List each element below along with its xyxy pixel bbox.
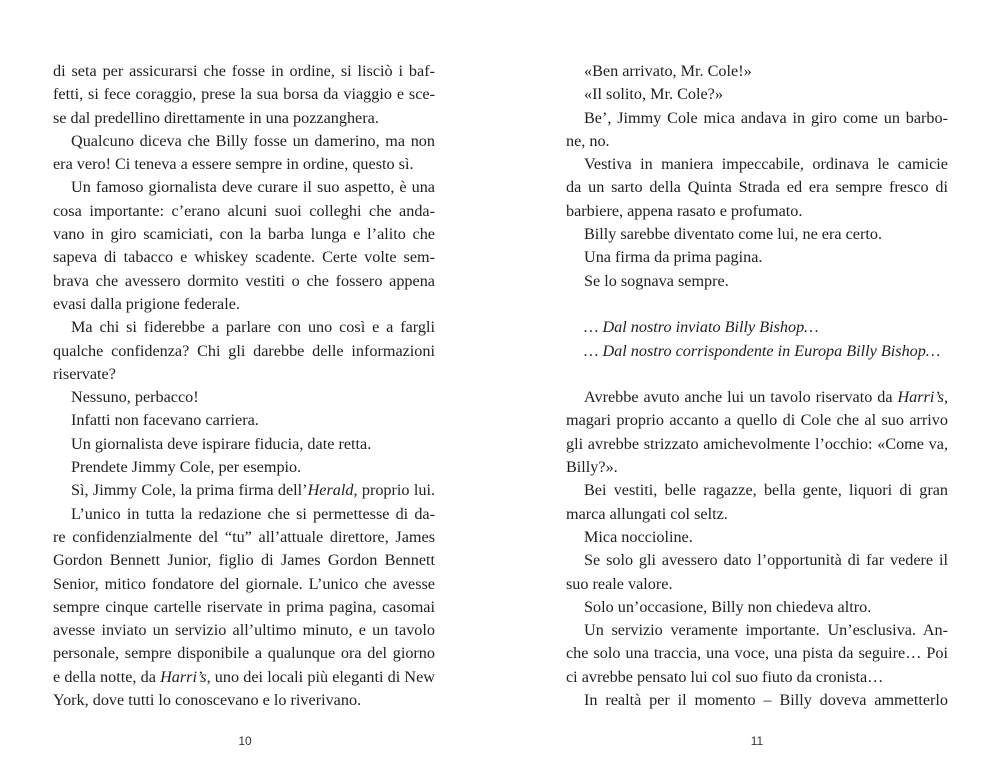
text-line bbox=[566, 689, 948, 712]
text-segment: se dal predellino direttamente in una pozzanghera. bbox=[53, 108, 379, 127]
text-line bbox=[566, 456, 948, 479]
text-line bbox=[53, 83, 435, 106]
text-line bbox=[53, 456, 435, 479]
text-line bbox=[566, 619, 948, 642]
text-line bbox=[566, 60, 948, 83]
text-segment: barbiere, appena rasato e profumato. bbox=[566, 201, 803, 220]
text-segment: Gordon Bennett Junior, figlio di James Gordon Bennett bbox=[53, 551, 435, 570]
text-segment: ci avrebbe pensato lui col suo fiuto da cronista… bbox=[566, 667, 884, 686]
text-line bbox=[566, 223, 948, 246]
text-segment: e della notte, da bbox=[53, 667, 161, 686]
text-line bbox=[53, 689, 435, 712]
text-segment: Un servizio veramente importante. Un’esclusiva. An- bbox=[584, 621, 948, 640]
blank-line bbox=[566, 293, 948, 316]
text-line bbox=[566, 153, 948, 176]
text-segment: Billy?». bbox=[566, 458, 618, 477]
text-line bbox=[53, 503, 435, 526]
text-segment: era vero! Ci teneva a essere sempre in ordine, questo sì. bbox=[53, 155, 414, 174]
italic-text: Harri’s bbox=[897, 388, 944, 407]
text-line bbox=[53, 642, 435, 665]
italic-text: … Dal nostro inviato Billy Bishop… bbox=[584, 318, 819, 337]
text-line bbox=[566, 666, 948, 689]
right-page-number: 11 bbox=[750, 734, 764, 748]
text-segment: Nessuno, perbacco! bbox=[71, 388, 199, 407]
text-segment: che solo una traccia, una voce, una pista da seguire… Poi bbox=[566, 644, 948, 663]
text-segment: qualche confidenza? Chi gli darebbe delle informazioni bbox=[53, 341, 435, 360]
text-line bbox=[53, 316, 435, 339]
text-line bbox=[566, 83, 948, 106]
italic-text: Herald bbox=[307, 481, 354, 500]
text-line bbox=[566, 479, 948, 502]
text-segment: cosa importante: c’erano alcuni suoi colleghi che anda- bbox=[53, 201, 435, 220]
text-line bbox=[566, 596, 948, 619]
text-line bbox=[566, 176, 948, 199]
text-segment: riservate? bbox=[53, 364, 116, 383]
text-segment: York, dove tutti lo conoscevano e lo riverivano. bbox=[53, 691, 362, 710]
text-segment: vano in giro scamiciati, con la barba lunga e l’alito che bbox=[53, 225, 435, 244]
text-line bbox=[53, 130, 435, 153]
text-segment: da un sarto della Quinta Strada ed era sempre fresco di bbox=[566, 178, 948, 197]
text-line bbox=[53, 60, 435, 83]
italic-text: Harri’s bbox=[160, 667, 207, 686]
text-segment: Senior, mitico fondatore del giornale. L’unico che avesse bbox=[53, 574, 435, 593]
text-segment: fetti, si fece coraggio, prese la sua borsa da viaggio e sce- bbox=[53, 85, 435, 104]
text-segment: L’unico in tutta la redazione che si permettesse di da- bbox=[71, 504, 435, 523]
text-segment: personale, sempre disponibile a qualunque ora del giorno bbox=[53, 644, 435, 663]
text-segment: Be’, Jimmy Cole mica andava in giro come un barbo- bbox=[584, 108, 948, 127]
text-segment: sapeva di tabacco e whiskey scadente. Certe volte sem- bbox=[53, 248, 435, 267]
left-page-text bbox=[53, 60, 435, 712]
text-line bbox=[53, 293, 435, 316]
text-line bbox=[566, 386, 948, 409]
text-line bbox=[53, 246, 435, 269]
text-line bbox=[566, 340, 948, 363]
left-page-number: 10 bbox=[238, 734, 252, 748]
blank-line bbox=[566, 363, 948, 386]
text-line bbox=[566, 433, 948, 456]
text-segment: Mica noccioline. bbox=[584, 527, 693, 546]
text-line bbox=[566, 130, 948, 153]
text-line bbox=[53, 526, 435, 549]
text-line bbox=[53, 479, 435, 502]
text-segment: brava che avessero dormito vestiti o che fossero appena bbox=[53, 271, 435, 290]
italic-text: … Dal nostro corrispondente in Europa Billy Bishop… bbox=[584, 341, 941, 360]
text-segment: sempre cinque cartelle riservate in prima pagina, casomai bbox=[53, 597, 435, 616]
text-line bbox=[53, 409, 435, 432]
text-segment: Un famoso giornalista deve curare il suo aspetto, è una bbox=[71, 178, 435, 197]
text-line bbox=[53, 270, 435, 293]
text-segment: di seta per assicurarsi che fosse in ordine, si lisciò i baf- bbox=[53, 62, 435, 80]
text-line bbox=[566, 549, 948, 572]
text-segment: , uno dei locali più eleganti di New bbox=[206, 667, 435, 686]
text-line bbox=[53, 433, 435, 456]
text-segment: avesse inviato un servizio all’ultimo minuto, e un tavolo bbox=[53, 621, 435, 640]
text-line bbox=[53, 223, 435, 246]
text-line bbox=[566, 642, 948, 665]
text-segment: magari proprio accanto a quello di Cole che al suo arrivo bbox=[566, 411, 948, 430]
text-line bbox=[53, 596, 435, 619]
text-segment: , bbox=[943, 388, 948, 407]
text-segment: Qualcuno diceva che Billy fosse un damerino, ma non bbox=[71, 131, 435, 150]
text-line bbox=[53, 573, 435, 596]
text-segment: Una firma da prima pagina. bbox=[584, 248, 763, 267]
text-segment: Sì, Jimmy Cole, la prima firma dell’ bbox=[71, 481, 308, 500]
text-line bbox=[566, 270, 948, 293]
text-segment: Ma chi si fiderebbe a parlare con uno così e a fargli bbox=[71, 318, 435, 337]
text-line bbox=[53, 363, 435, 386]
text-segment: Se lo sognava sempre. bbox=[584, 271, 729, 290]
text-segment: Billy sarebbe diventato come lui, ne era certo. bbox=[584, 225, 883, 244]
text-line bbox=[53, 549, 435, 572]
text-line bbox=[566, 246, 948, 269]
text-segment: gli avrebbe strizzato amichevolmente l’occhio: «Come va, bbox=[566, 434, 948, 453]
text-segment: In realtà per il momento – Billy doveva ammetterlo bbox=[584, 691, 948, 710]
text-line bbox=[53, 200, 435, 223]
text-segment: Vestiva in maniera impeccabile, ordinava le camicie bbox=[584, 155, 948, 174]
right-page-text bbox=[566, 60, 948, 712]
text-segment: Un giornalista deve ispirare fiducia, date retta. bbox=[71, 434, 372, 453]
text-line bbox=[566, 200, 948, 223]
text-line bbox=[566, 409, 948, 432]
text-segment: Infatti non facevano carriera. bbox=[71, 411, 259, 430]
text-line bbox=[566, 503, 948, 526]
text-segment: Avrebbe avuto anche lui un tavolo riservato da bbox=[584, 388, 898, 407]
text-segment: suo reale valore. bbox=[566, 574, 673, 593]
text-line bbox=[53, 176, 435, 199]
text-segment: ne, no. bbox=[566, 131, 610, 150]
text-segment: re confidenzialmente del “tu” all’attuale direttore, James bbox=[53, 527, 435, 546]
text-segment: Prendete Jimmy Cole, per esempio. bbox=[71, 458, 302, 477]
text-segment: Se solo gli avessero dato l’opportunità di far vedere il bbox=[584, 551, 948, 570]
text-segment: «Il solito, Mr. Cole?» bbox=[584, 85, 723, 104]
text-line bbox=[566, 526, 948, 549]
text-segment: «Ben arrivato, Mr. Cole!» bbox=[584, 62, 752, 80]
text-line bbox=[566, 107, 948, 130]
text-segment: Bei vestiti, belle ragazze, bella gente, liquori di gran bbox=[584, 481, 948, 500]
text-line bbox=[566, 316, 948, 339]
text-line bbox=[53, 619, 435, 642]
text-line bbox=[53, 386, 435, 409]
text-segment: Solo un’occasione, Billy non chiedeva altro. bbox=[584, 597, 872, 616]
text-segment: marca allungati col seltz. bbox=[566, 504, 728, 523]
text-segment: , proprio lui. bbox=[353, 481, 435, 500]
text-line bbox=[53, 107, 435, 130]
text-line bbox=[53, 340, 435, 363]
text-line bbox=[53, 666, 435, 689]
text-line bbox=[53, 153, 435, 176]
text-line bbox=[566, 573, 948, 596]
text-segment: evasi dalla prigione federale. bbox=[53, 294, 240, 313]
